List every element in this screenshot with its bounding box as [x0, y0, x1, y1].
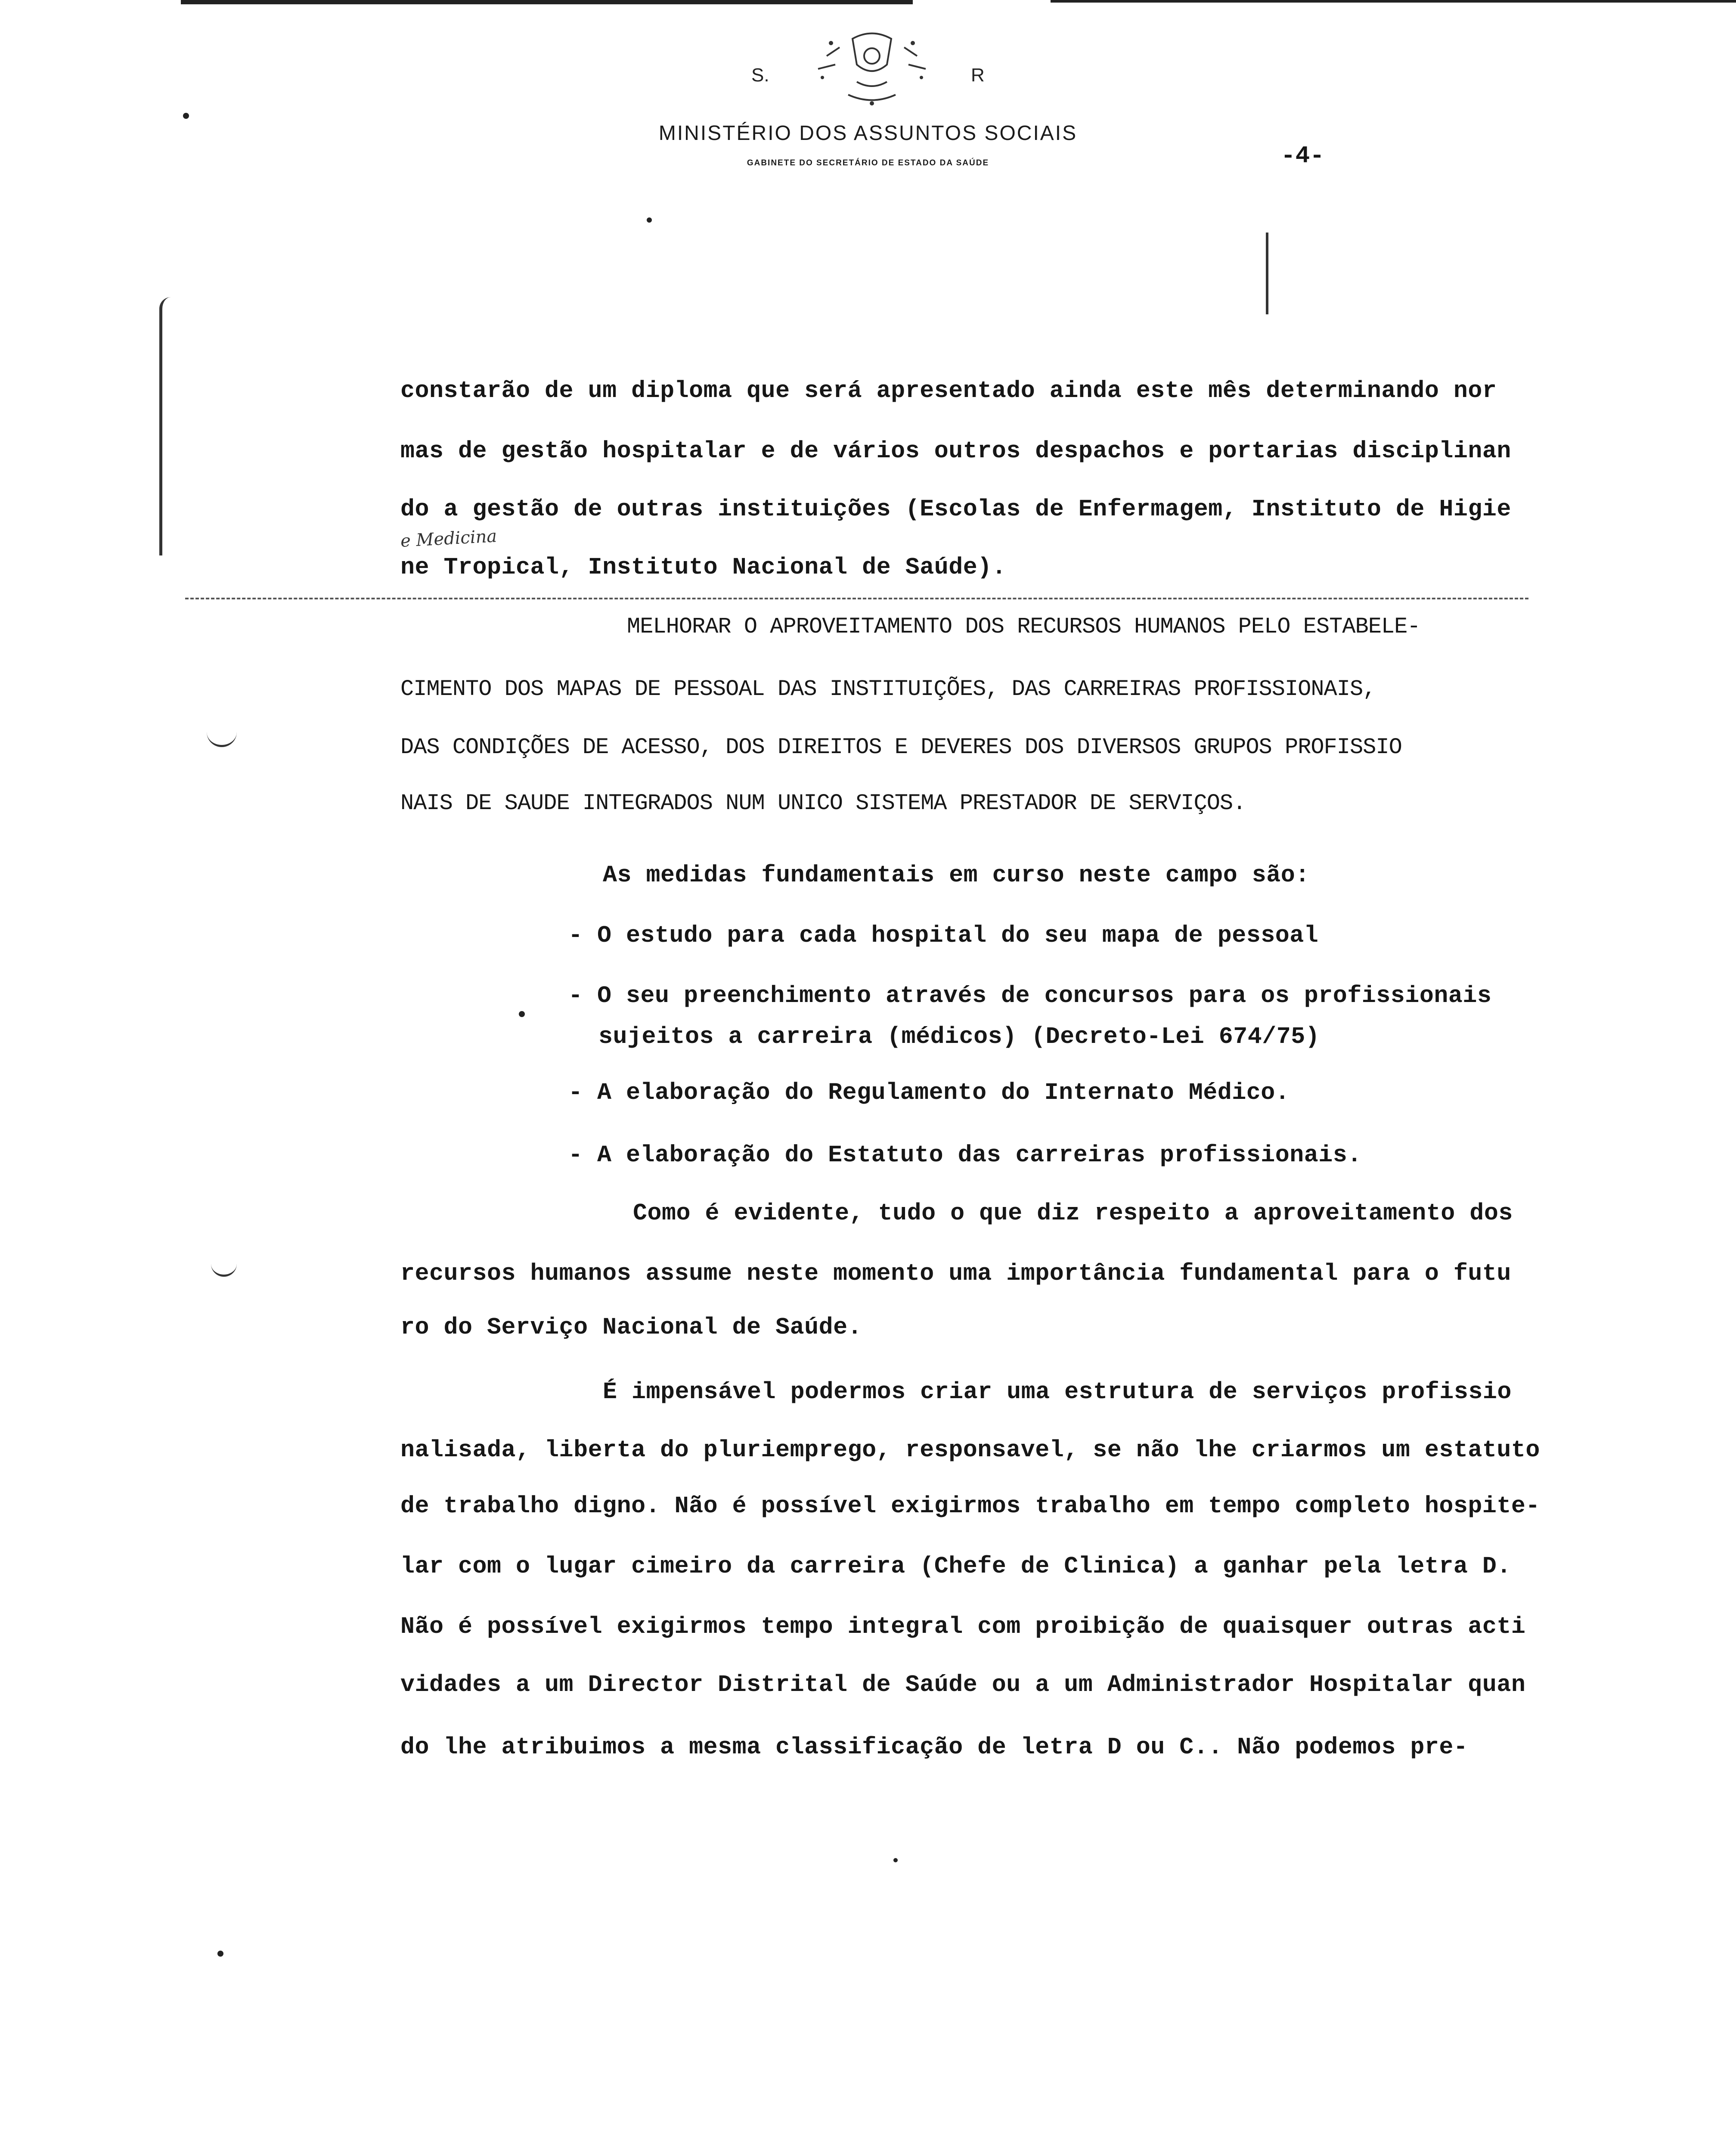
scan-speck	[183, 113, 189, 119]
para3-line-1: É impensável podermos criar uma estrutura de serviços profissio	[603, 1378, 1512, 1405]
para3-line-6: vidades a um Director Distrital de Saúde ou a um Administrador Hospitalar quan	[400, 1671, 1526, 1698]
para1-line-3: do a gestão de outras instituições (Escolas de Enfermagem, Instituto de Higie	[400, 496, 1511, 523]
bullet-2-continuation: sujeitos a carreira (médicos) (Decreto-Lei 674/75)	[598, 1023, 1320, 1050]
scan-speck	[217, 1951, 223, 1957]
para2-line-1: Como é evidente, tudo o que diz respeito a aproveitamento dos	[633, 1200, 1513, 1227]
para3-line-2: nalisada, liberta do pluriemprego, responsavel, se não lhe criarmos um estatuto	[400, 1436, 1540, 1464]
para3-line-4: lar com o lugar cimeiro da carreira (Chefe de Clinica) a ganhar pela letra D.	[400, 1553, 1511, 1580]
bullet-1: - O estudo para cada hospital do seu mapa de pessoal	[568, 922, 1319, 949]
letterhead-letter-s: S.	[751, 65, 769, 86]
heading-line-4: NAIS DE SAUDE INTEGRADOS NUM UNICO SISTEMA PRESTADOR DE SERVIÇOS.	[400, 791, 1246, 816]
margin-vertical-mark	[1266, 233, 1268, 314]
margin-bracket-mark	[159, 297, 171, 555]
ministry-name: MINISTÉRIO DOS ASSUNTOS SOCIAIS	[658, 122, 1078, 145]
page-number: -4-	[1281, 142, 1324, 170]
para2-line-2: recursos humanos assume neste momento uma importância fundamental para o futu	[400, 1260, 1511, 1287]
heading-line-2: CIMENTO DOS MAPAS DE PESSOAL DAS INSTITUIÇÕES, DAS CARREIRAS PROFISSIONAIS,	[400, 676, 1376, 702]
scan-speck	[647, 217, 652, 223]
scan-edge-top-right	[1051, 0, 1736, 3]
para3-line-7: do lhe atribuimos a mesma classificação de letra D ou C.. Não podemos pre-	[400, 1734, 1468, 1761]
para1-line-1: constarão de um diploma que será apresentado ainda este mês determinando nor	[400, 377, 1497, 404]
bullet-2: - O seu preenchimento através de concursos para os profissionais	[568, 982, 1492, 1009]
para2-line-3: ro do Serviço Nacional de Saúde.	[400, 1314, 862, 1341]
para1-line-4: ne Tropical, Instituto Nacional de Saúde).	[400, 554, 1007, 581]
margin-curve-mark-2	[211, 1262, 237, 1277]
para3-line-3: de trabalho digno. Não é possível exigirmos trabalho em tempo completo hospite-	[400, 1492, 1540, 1520]
scan-speck	[893, 1858, 898, 1862]
coat-of-arms-icon	[805, 30, 939, 108]
cabinet-name: GABINETE DO SECRETÁRIO DE ESTADO DA SAÚDE	[747, 158, 989, 168]
para3-line-5: Não é possível exigirmos tempo integral com proibição de quaisquer outras acti	[400, 1613, 1526, 1640]
measures-intro: As medidas fundamentais em curso neste campo são:	[603, 862, 1310, 889]
handwritten-note: e Medicina	[400, 526, 498, 551]
margin-curve-mark	[207, 732, 237, 747]
heading-line-1: MELHORAR O APROVEITAMENTO DOS RECURSOS HUMANOS PELO ESTABELE-	[627, 614, 1420, 639]
bullet-3: - A elaboração do Regulamento do Internato Médico.	[568, 1079, 1290, 1106]
para1-line-2: mas de gestão hospitalar e de vários outros despachos e portarias disciplinan	[400, 437, 1511, 465]
separator-rule	[185, 598, 1528, 599]
bullet-4: - A elaboração do Estatuto das carreiras profissionais.	[568, 1142, 1362, 1169]
scan-speck	[519, 1011, 525, 1017]
heading-line-3: DAS CONDIÇÕES DE ACESSO, DOS DIREITOS E DEVERES DOS DIVERSOS GRUPOS PROFISSIO	[400, 735, 1402, 760]
letterhead-letter-r: R	[971, 65, 985, 86]
scan-edge-top	[181, 0, 913, 4]
